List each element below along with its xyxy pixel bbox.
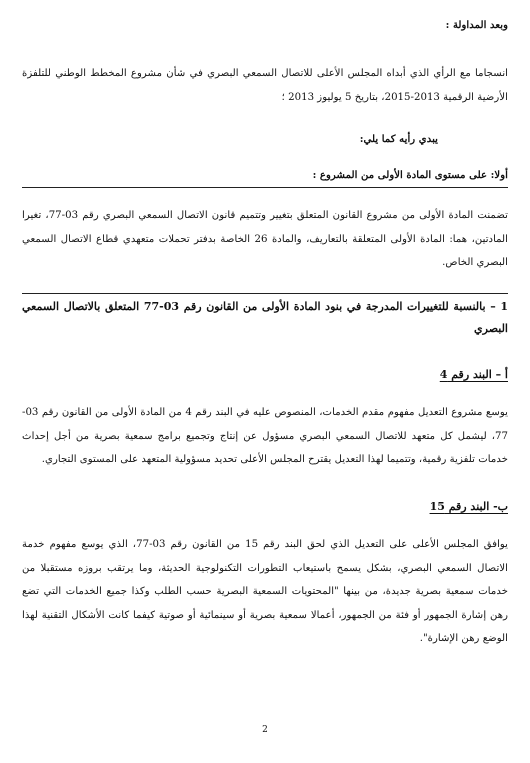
heading-1: 1 – بالنسبة للتغييرات المدرجة في بنود المادة الأولى من القانون رقم 03-77 المتعلق بالاتصال السمعي البصري [22, 300, 508, 335]
sub-b-wrapper [22, 497, 508, 517]
section-first-heading: أولا: على مستوى المادة الأولى من المشروع : [312, 169, 508, 181]
sub-b-body: يوافق المجلس الأعلى على التعديل الذي لحق البند رقم 15 من القانون رقم 03-77، الذي يوسع مفهوم خدمة الاتصال السمعي البصري، بشكل يسمح باستيعاب التطورات التكنولوجية الحديثة، وما يرتقب بروزه مستقبلا من خدمات سمعية بصرية جديدة، من بينها "المحتويات السمعية البصرية حسب الطلب وكذا جميع الخدمات التي تضع رهن إشارة الجمهور أو فئة من الجمهور، أعمالا سمعية بصرية أو سينمائية أو صوتية كيفما كانت الأشكال التقنية لهذا الوضع رهن الإشارة". [22, 539, 508, 644]
page-number: 2 [262, 725, 268, 735]
sub-a-wrapper [22, 365, 508, 385]
sub-b-title: ب- البند رقم 15 [429, 500, 508, 513]
section-first-body: تضمنت المادة الأولى من مشروع القانون المتعلق بتغيير وتتميم قانون الاتصال السمعي البصري رقم 03-77، تغيرا المادتين، هما: المادة الأولى المتعلقة بالتعاريف، والمادة 26 الخاصة بدفتر تحملات متعهدي قطاع الاتصال السمعي البصري الخاص. [22, 210, 508, 268]
opinion-intro: يبدي رأيه كما يلي: [359, 133, 438, 145]
sub-a-title: أ – البند رقم 4 [439, 368, 508, 381]
intro-paragraph: انسجاما مع الرأي الذي أبداه المجلس الأعلى للاتصال السمعي البصري في شأن مشروع المخطط الوطني للتلفزة الأرضية الرقمية 2013-2015، بتاريخ 5 يوليوز 2013 ؛ [22, 68, 508, 103]
heading-1-divider [22, 293, 508, 294]
sub-a-body: يوسع مشروع التعديل مفهوم مقدم الخدمات، المنصوص عليه في البند رقم 4 من المادة الأولى من القانون رقم 03-77، ليشمل كل متعهد للاتصال السمعي البصري مسؤول عن إنتاج وتجميع برامج سمعية بصرية من أجل إحداث خدمات تلفزية رقمية، وتتميما لهذا التعديل يقترح المجلس الأعلى تحديد مسؤولية المتعهد على المستوى التجاري. [22, 407, 508, 465]
section-divider [22, 187, 508, 188]
opening-line: وبعد المداولة : [445, 19, 508, 31]
